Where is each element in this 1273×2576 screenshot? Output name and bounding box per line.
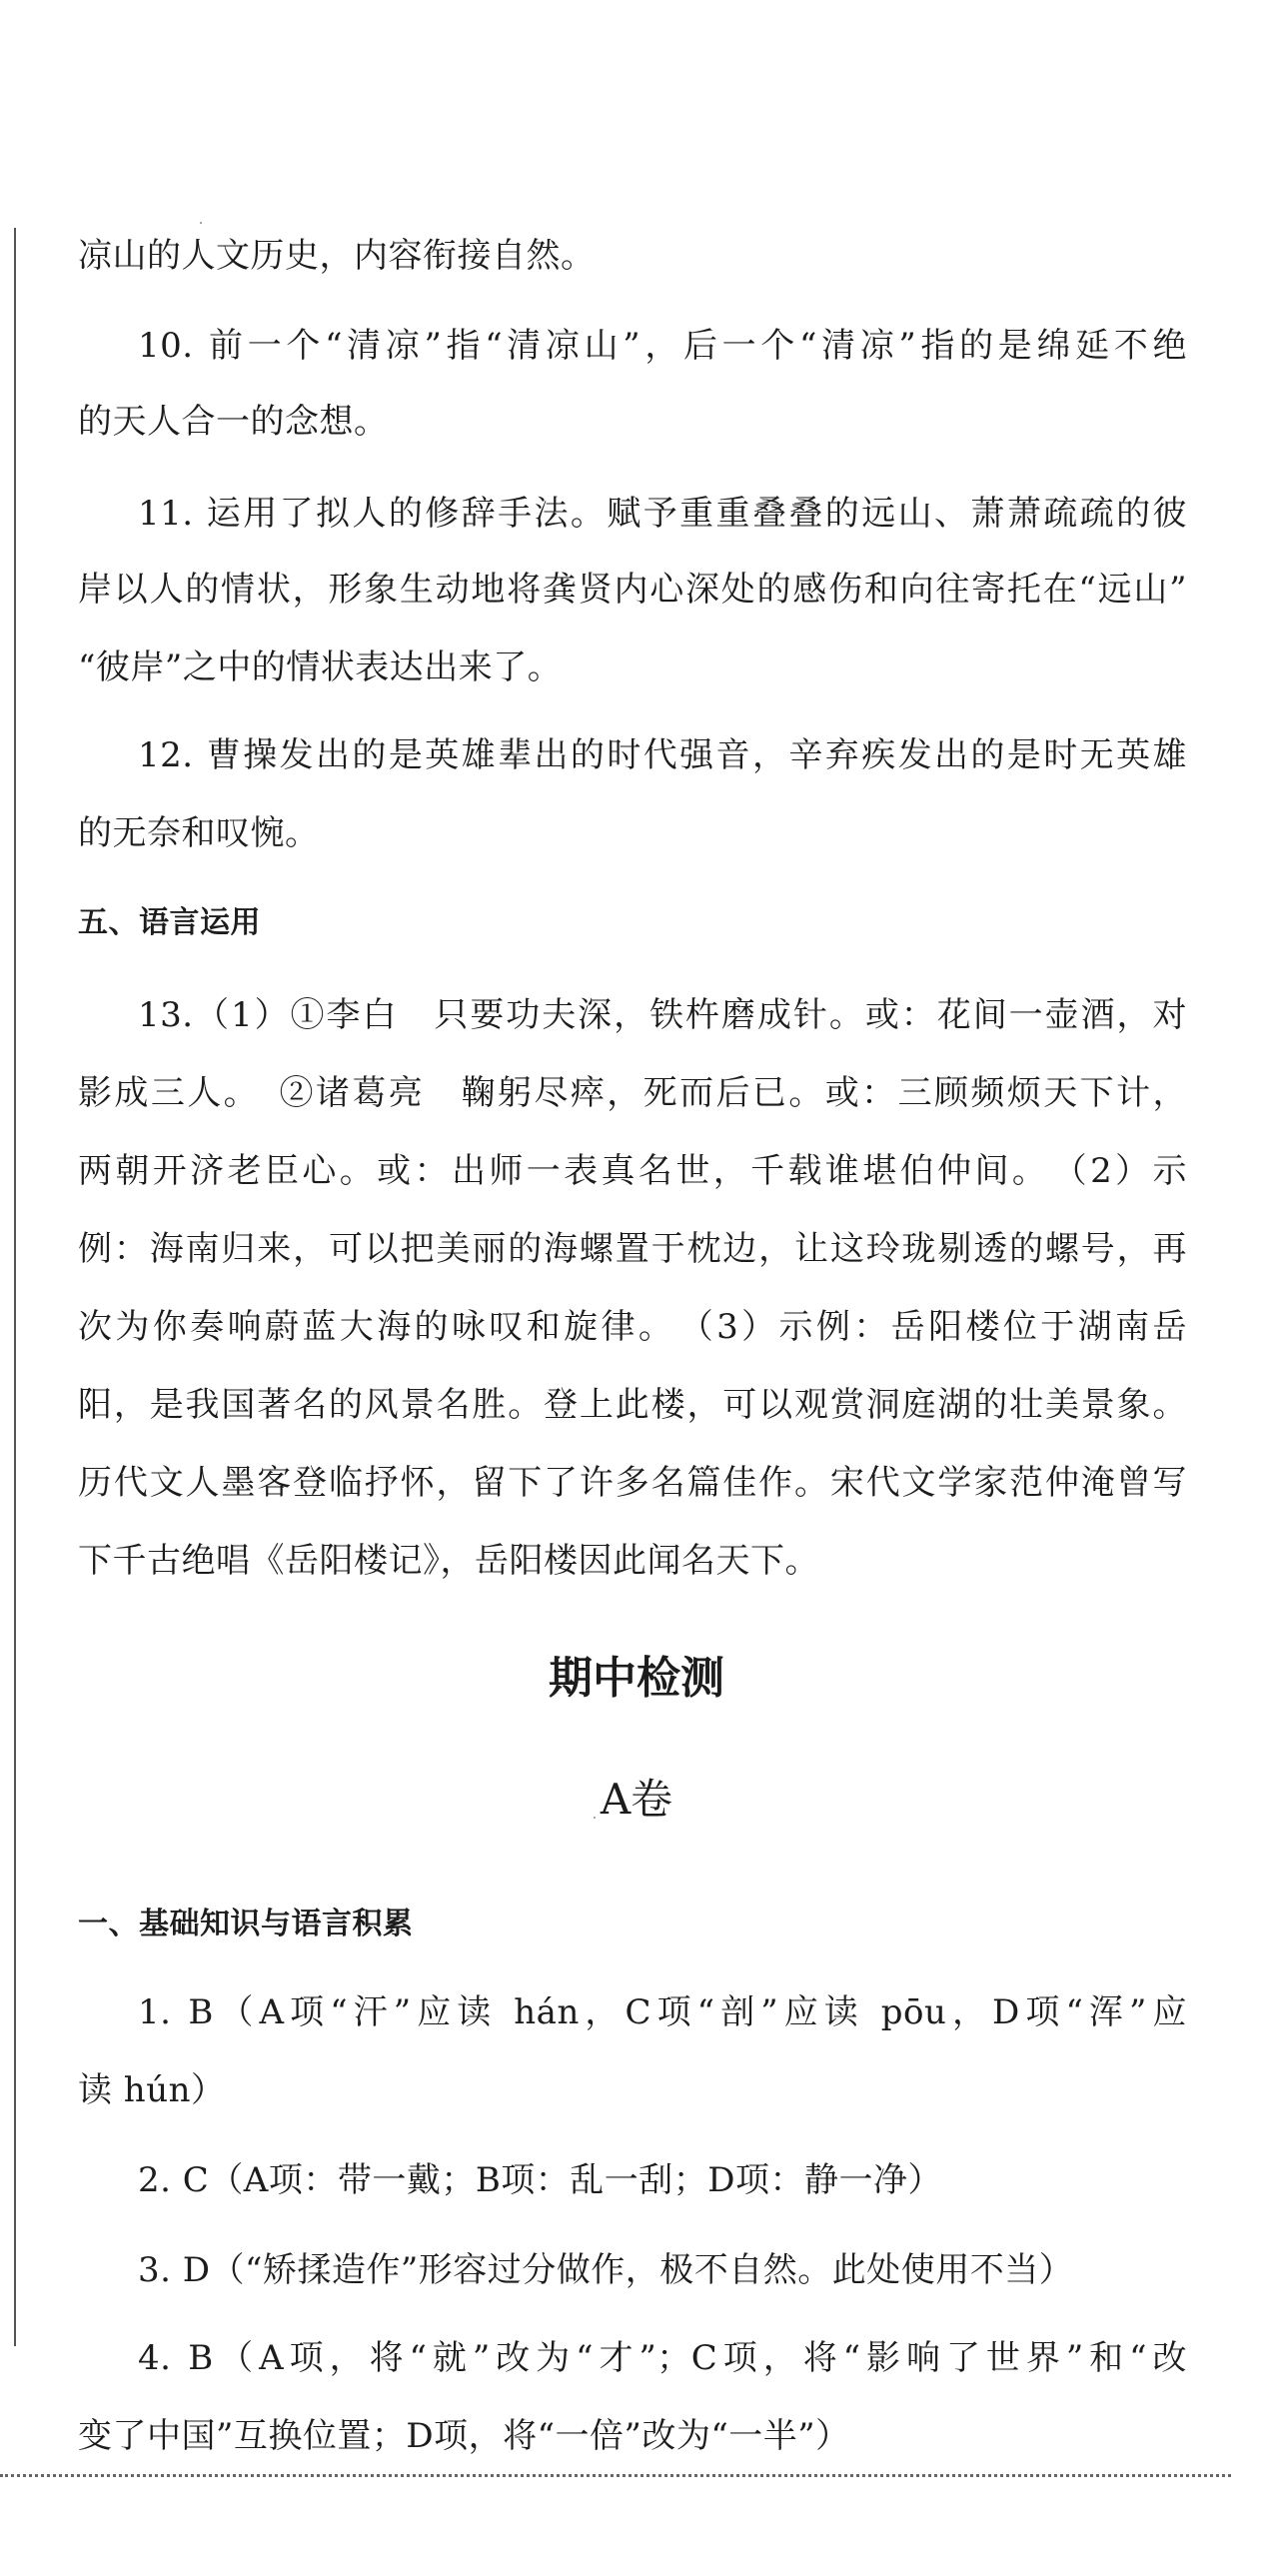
text-line: 次为你奏响蔚蓝大海的咏叹和旋律。 （3）示例：岳阳楼位于湖南岳 [78, 1307, 1187, 1347]
answer-2-line: 2. C（A项：带一戴；B项：乱一刮；D项：静一净） [138, 2160, 943, 2200]
answer-11-line: 11. 运用了拟人的修辞手法。赋予重重叠叠的远山、萧萧疏疏的彼 [138, 494, 1187, 534]
text-line: 岸以人的情状，形象生动地将龚贤内心深处的感伤和向往寄托在“远山” [78, 570, 1187, 610]
section-heading-basics: 一、基础知识与语言积累 [78, 1907, 414, 1941]
page-bottom-dotted-rule [0, 2474, 1231, 2477]
text-line: 的无奈和叹惋。 [78, 813, 320, 853]
text-line: 下千古绝唱《岳阳楼记》，岳阳楼因此闻名天下。 [78, 1541, 819, 1581]
answer-4-line: 4. B（A项，将“就”改为“才”；C项，将“影响了世界”和“改 [138, 2338, 1187, 2378]
text-line: 历代文人墨客登临抒怀，留下了许多名篇佳作。宋代文学家范仲淹曾写 [78, 1463, 1187, 1503]
answer-12-line: 12. 曹操发出的是英雄辈出的时代强音，辛弃疾发出的是时无英雄 [138, 735, 1187, 775]
section-subtitle: A卷 [600, 1775, 673, 1824]
text-line: 读 hún） [78, 2070, 226, 2110]
text-line: 变了中国”互换位置；D项，将“一倍”改为“一半”） [78, 2416, 850, 2456]
text-line: 影成三人。 ②诸葛亮 鞠躬尽瘁，死而后已。或：三顾频烦天下计， [78, 1073, 1187, 1113]
answer-3-line: 3. D（“矫揉造作”形容过分做作，极不自然。此处使用不当） [138, 2250, 1074, 2290]
text-line: 两朝开济老臣心。或：出师一表真名世，千载谁堪伯仲间。 （2）示 [78, 1151, 1187, 1191]
scan-speck [200, 222, 202, 224]
text-line: “彼岸”之中的情状表达出来了。 [78, 647, 563, 687]
left-margin-rule [14, 228, 16, 2346]
section-title: 期中检测 [549, 1653, 724, 1704]
answer-13-line: 13.（1）①李白 只要功夫深，铁杵磨成针。或：花间一壶酒，对 [138, 995, 1187, 1035]
answer-10-line: 10. 前一个“清凉”指“清凉山”，后一个“清凉”指的是绵延不绝 [138, 326, 1187, 366]
text-line: 凉山的人文历史，内容衔接自然。 [78, 236, 596, 276]
text-line: 阳，是我国著名的风景名胜。登上此楼，可以观赏洞庭湖的壮美景象。 [78, 1385, 1187, 1425]
text-line: 的天人合一的念想。 [78, 402, 389, 442]
text-line: 例：海南归来，可以把美丽的海螺置于枕边，让这玲珑剔透的螺号，再 [78, 1229, 1187, 1269]
section-heading-language-use: 五、语言运用 [78, 905, 261, 940]
answer-1-line: 1. B（A项“汗”应读 hán，C项“剖”应读 pōu，D项“浑”应 [138, 1992, 1187, 2032]
